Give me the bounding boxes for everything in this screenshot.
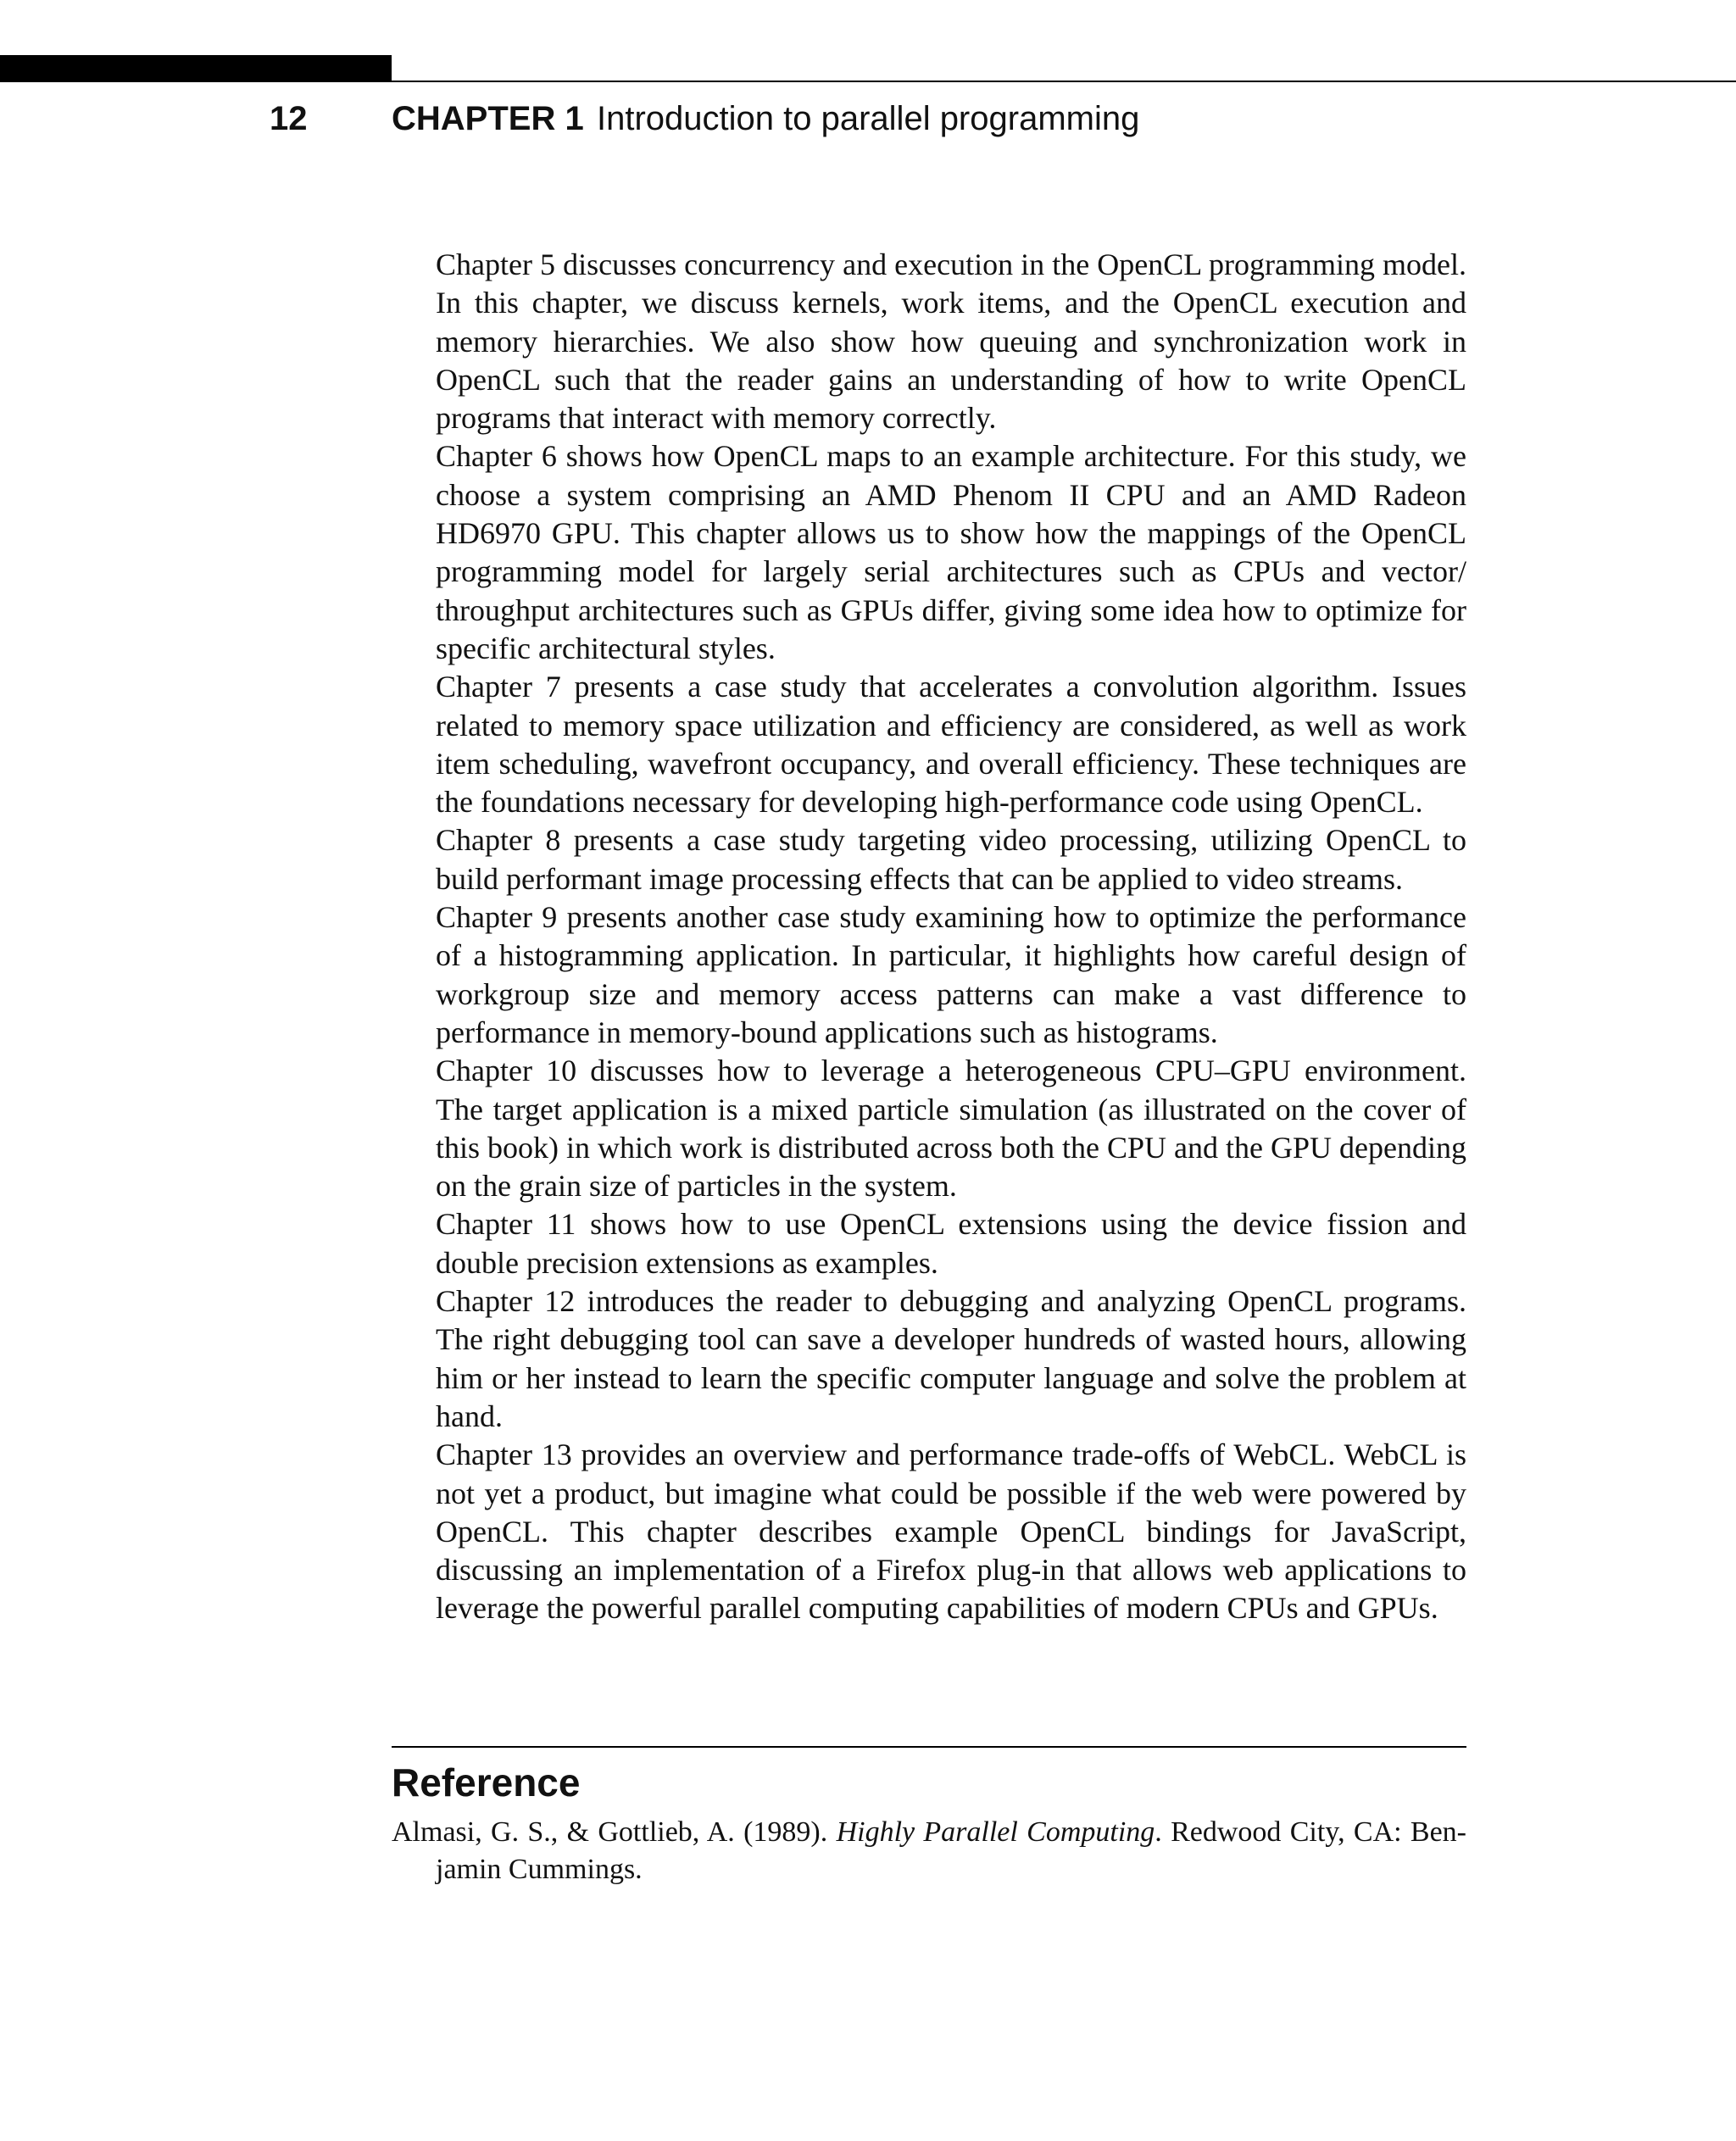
chapter-label: CHAPTER 1 (392, 100, 584, 137)
chapter-overview-text (436, 246, 1466, 1628)
paragraph-chapter-12: Chapter 12 introduces the reader to debugging and analyzing OpenCL programs. The right debugging tool can save a developer hundreds of wasted hours, allowing him or her instead to learn the specific computer language and solve the problem at hand. (436, 1284, 1466, 1433)
section-divider (392, 1746, 1466, 1748)
header-rule (392, 81, 1736, 82)
paragraph-chapter-8: Chapter 8 presents a case study targeting video processing, utilizing OpenCL to build performant image processing effects that can be applied to video streams. (436, 823, 1466, 896)
paragraph-chapter-9: Chapter 9 presents another case study examining how to optimize the performance of a histogramming application. In particular, it highlights how careful design of workgroup size and memory access patterns can make a vast difference to performance in memory-bound applications such as histograms. (436, 900, 1466, 1049)
reference-authors: Almasi, G. S., & Gottlieb, A. (1989). (392, 1816, 837, 1848)
reference-title: Highly Parallel Computing (836, 1816, 1155, 1848)
paragraph-chapter-7: Chapter 7 presents a case study that accelerates a convolution algorithm. Issues related to memory space utilization and efficiency are considered, as well as work item scheduling, wavefront occupancy, and overall efficiency. These techniques are the foundations necessary for developing high-performance code using OpenCL. (436, 670, 1466, 820)
chapter-title: Introduction to parallel programming (597, 100, 1140, 137)
paragraph-chapter-11: Chapter 11 shows how to use OpenCL extensions using the device fission and double precision extensions as examples. (436, 1207, 1466, 1280)
header-bar (0, 55, 392, 82)
paragraph-chapter-5: Chapter 5 discusses concurrency and execution in the OpenCL programming model. In this chapter, we discuss kernels, work items, and the OpenCL execution and memory hierarchies. We also show how queuing and synchronization work in OpenCL such that the reader gains an understanding of how to write OpenCL programs that interact with memory correctly. (436, 247, 1466, 436)
paragraph-chapter-6: Chapter 6 shows how OpenCL maps to an example architecture. For this study, we choose a system comprising an AMD Phenom II CPU and an AMD Radeon HD6970 GPU. This chapter allows us to show how the mappings of the OpenCL programming model for largely serial architectures such as CPUs and vector/​throughput architectures such as GPUs differ, giving some idea how to optimize for specific architectural styles. (436, 439, 1466, 665)
reference-publisher: . Redwood City, CA: Benjamin Cummings. (436, 1816, 1466, 1885)
page-number: 12 (270, 100, 308, 137)
running-head (0, 93, 1736, 144)
reference-heading: Reference (392, 1760, 581, 1805)
reference-entry (392, 1814, 1466, 1888)
paragraph-chapter-10: Chapter 10 discusses how to leverage a heterogeneous CPU–GPU environment. The target application is a mixed particle simulation (as illustrated on the cover of this book) in which work is distributed across both the CPU and the GPU depending on the grain size of particles in the system. (436, 1054, 1466, 1204)
paragraph-chapter-13: Chapter 13 provides an overview and performance trade-offs of WebCL. WebCL is not yet a product, but imagine what could be possible if the web were powered by OpenCL. This chapter describes example OpenCL bindings for JavaScript, discussing an implementation of a Firefox plug-in that allows web applications to leverage the powerful parallel computing capabilities of modern CPUs and GPUs. (436, 1438, 1466, 1626)
